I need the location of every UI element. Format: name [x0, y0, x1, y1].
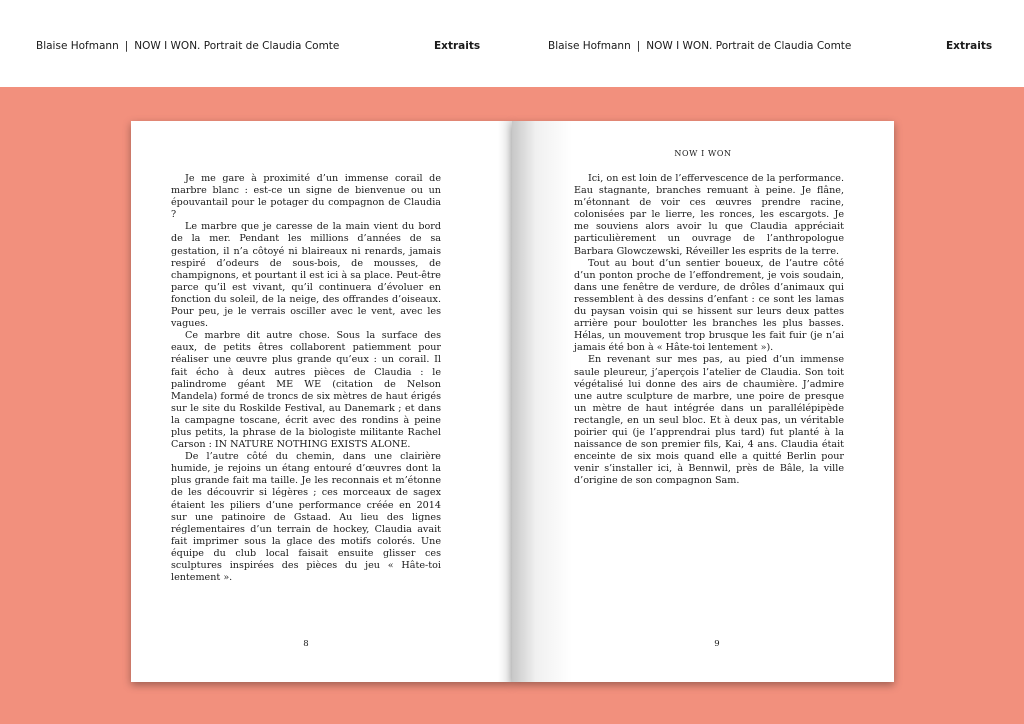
paragraph: Je me gare à proximité d’un immense corail de marbre blanc : est-ce un signe de bienvenue ou un épouvantail pour le potager du compagnon de Claudia ? — [171, 173, 441, 221]
header-left-section: Extraits — [434, 40, 481, 52]
paragraph: Le marbre que je caresse de la main vient du bord de la mer. Pendant les millions d’années de sa gestation, il n’a côtoyé ni blaireaux ni renards, jamais respiré d’odeurs de sous-bois, de mousses, de champignons, et pourtant il est ici à sa place. Peut-être parce qu’il est vivant, qu’il continuera d’évoluer en fonction du soleil, de la neige, des offrandes d’oiseaux. Pour peu, je le verrais osciller avec le vent, avec les vagues. — [171, 221, 441, 330]
header-right-section: Extraits — [946, 40, 993, 52]
header-right-credit — [548, 40, 851, 52]
header-separator: | — [124, 40, 129, 52]
page-number: 8 — [303, 639, 309, 649]
header-author: Blaise Hofmann — [36, 40, 119, 52]
page-number: 9 — [714, 639, 720, 649]
book-page-left — [131, 121, 512, 682]
book-page-right — [512, 121, 894, 682]
page-body-text — [171, 173, 441, 584]
paragraph: De l’autre côté du chemin, dans une clairière humide, je rejoins un étang entouré d’œuvres dont la plus grande fait ma taille. Je les reconnais et m’étonne de les découvrir si légères ; ces morceaux de sagex étaient les piliers d’une performance créée en 2014 sur une patinoire de Gstaad. Au lieu des lignes réglementaires d’un terrain de hockey, Claudia avait fait imprimer sous la glace des motifs colorés. Une équipe du club local faisait ensuite glisser ces sculptures inspirées des pièces du jeu « Hâte-toi lentement ». — [171, 451, 441, 584]
paragraph: En revenant sur mes pas, au pied d’un immense saule pleureur, j’aperçois l’atelier de Claudia. Son toit végétalisé lui donne des airs de chaumière. J’admire une autre sculpture de marbre, une poire de presque un mètre de haut intégrée dans un parallélépipède rectangle, en un seul bloc. Et à deux pas, un véritable poirier qui (je l’apprendrai plus tard) fut planté à la naissance de son premier fils, Kai, 4 ans. Claudia était enceinte de six mois quand elle a quitté Berlin pour venir s’installer ici, à Bennwil, près de Bâle, la ville d’origine de son compagnon Sam. — [574, 354, 844, 487]
page-body-text — [574, 173, 844, 487]
header-separator: | — [636, 40, 641, 52]
paragraph: Ici, on est loin de l’effervescence de la performance. Eau stagnante, branches remuant à peine. Je flâne, m’étonnant de voir ces œuvres prendre racine, colonisées par le lierre, les ronces, les escargots. Je me souviens alors avoir lu que Claudia appréciait particulièrement un ouvrage de l’anthropologue Barbara Glowczewski, Réveiller les esprits de la terre. — [574, 173, 844, 257]
header-left-credit — [36, 40, 339, 52]
paragraph: Tout au bout d’un sentier boueux, de l’autre côté d’un ponton proche de l’effondrement, je vois soudain, dans une fenêtre de verdure, de drôles d’animaux qui ressemblent à des dessins d’enfant : ce sont les lamas du paysan voisin qui se hissent sur leurs deux pattes arrière pour boulotter les branches les plus basses. Hélas, un mouvement trop brusque les fait fuir (je n’ai jamais été bon à « Hâte-toi lentement »). — [574, 257, 844, 354]
header-book-title: NOW I WON. Portrait de Claudia Comte — [134, 40, 340, 52]
header-book-title: NOW I WON. Portrait de Claudia Comte — [646, 40, 852, 52]
running-head: NOW I WON — [674, 149, 732, 158]
paragraph: Ce marbre dit autre chose. Sous la surface des eaux, de petits êtres collaborent patiemment pour réaliser une œuvre plus grande qu’eux : un corail. Il fait écho à deux autres pièces de Claudia : le palindrome géant ME WE (citation de Nelson Mandela) formé de troncs de six mètres de haut érigés sur le site du Roskilde Festival, au Danemark ; et dans la campagne toscane, écrit avec des rondins à peine plus petits, la phrase de la biologiste militante Rachel Carson : IN NATURE NOTHING EXISTS ALONE. — [171, 330, 441, 451]
header-author: Blaise Hofmann — [548, 40, 631, 52]
top-header-bar — [0, 0, 1024, 87]
